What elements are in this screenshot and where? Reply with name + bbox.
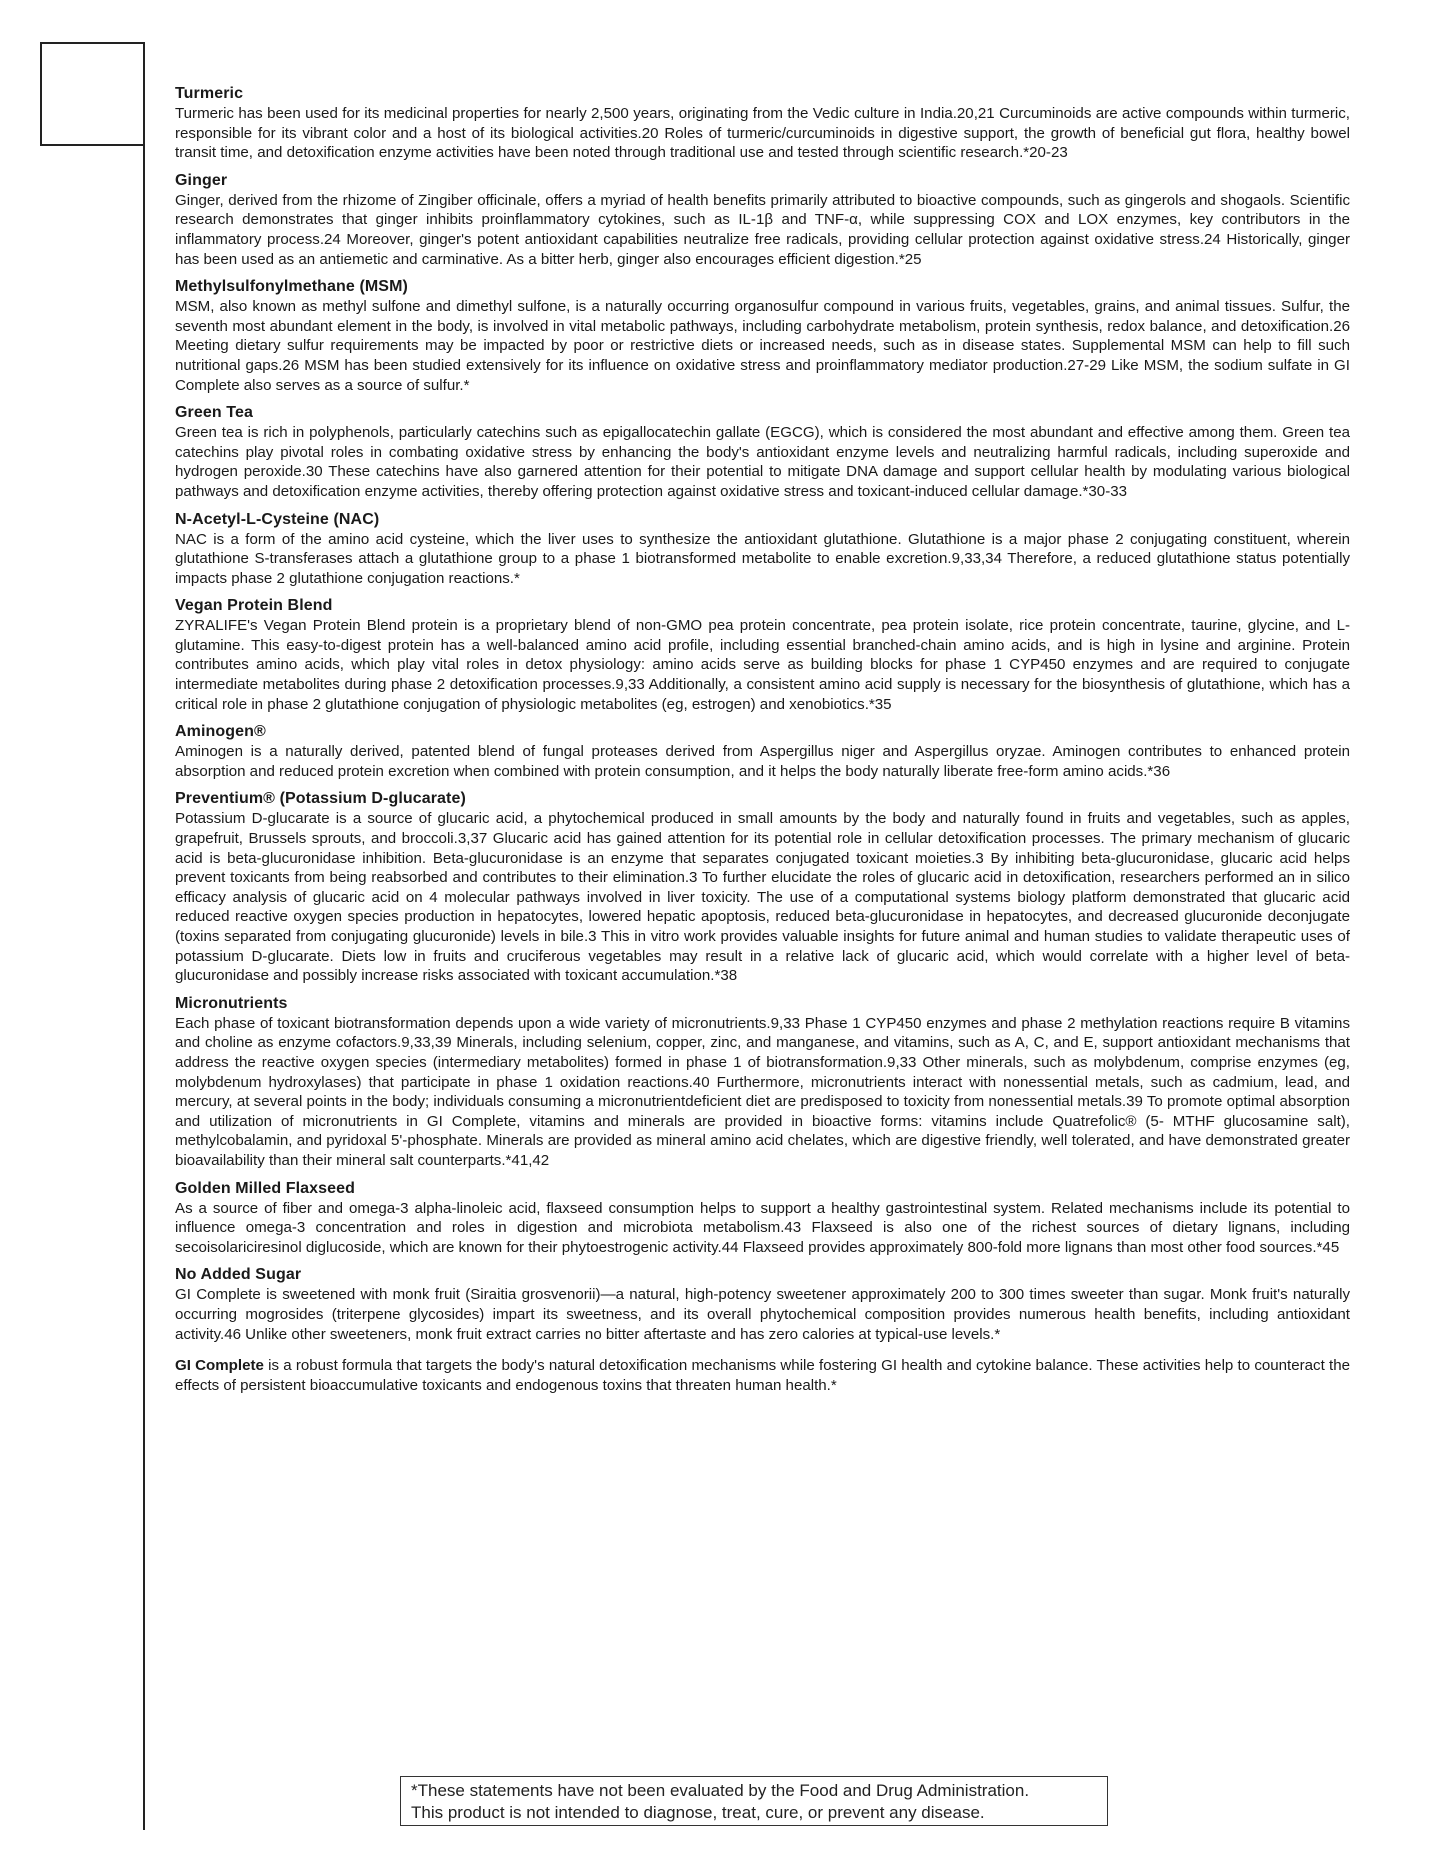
disclaimer-line-2: This product is not intended to diagnose, treat, cure, or prevent any disease. (411, 1803, 985, 1822)
section-heading: Micronutrients (175, 994, 288, 1012)
section-turmeric (175, 84, 1350, 163)
section-preventium (175, 789, 1350, 985)
section-text: As a source of fiber and omega-3 alpha-linoleic acid, flaxseed consumption helps to support a healthy gastrointestinal system. Related mechanisms include its potential to influence omega-3 concentration and roles in digestion and microbiota metabolism.43 Flaxseed is also one of the richest sources of dietary lignans, including secoisolariciresinol diglucoside, which are known for their phytoestrogenic activity.44 Flaxseed provides approximately 800-fold more lignans than most other food sources.*45 (175, 1199, 1350, 1256)
section-heading: Vegan Protein Blend (175, 597, 333, 615)
section-text: Each phase of toxicant biotransformation depends upon a wide variety of micronutrients.9,33 Phase 1 CYP450 enzymes and phase 2 methylation reactions require B vitamins and choline as enzyme cofactors.9,33,39 Minerals, including selenium, copper, zinc, and manganese, and vitamins, such as A, C, and E, support antioxidant mechanisms that address the reactive oxygen species (intermediary metabolites) formed in phase 1 of biotransformation.9,33 Other minerals, such as molybdenum, comprise enzymes (eg, molybdenum hydroxylases) that participate in phase 1 oxidation reactions.40 Furthermore, micronutrients interact with nonessential metals, such as cadmium, lead, and mercury, at several points in the body; individuals consuming a micronutrientdeficient diet are predisposed to toxicity from nonessential metals.39 To promote optimal absorption and utilization of micronutrients in GI Complete, vitamins and minerals are provided in bioactive forms: vitamins include Quatrefolic® (5- MTHF glucosamine salt), methylcobalamin, and pyridoxal 5'-phosphate. Minerals are provided as mineral amino acid chelates, which are digestive friendly, well tolerated, and have demonstrated greater bioavailability than their mineral salt counterparts.*41,42 (175, 1014, 1350, 1169)
closing-text: is a robust formula that targets the body's natural detoxification mechanisms while fostering GI health and cytokine balance. These activities help to counteract the effects of persistent bioaccumulative toxicants and endogenous toxins that threaten human health.* (175, 1357, 1350, 1394)
disclaimer-line-1: *These statements have not been evaluated by the Food and Drug Administration. (411, 1781, 1030, 1800)
section-heading: Aminogen® (175, 723, 266, 741)
corner-tab-frame (40, 42, 145, 146)
section-flaxseed (175, 1179, 1350, 1258)
section-msm (175, 277, 1350, 395)
section-no-added-sugar (175, 1265, 1350, 1344)
section-text: ZYRALIFE's Vegan Protein Blend protein is a proprietary blend of non-GMO pea protein concentrate, pea protein isolate, rice protein concentrate, taurine, glycine, and L-glutamine. This easy-to-digest protein has a well-balanced amino acid profile, including essential branched-chain amino acids, and is high in lysine and arginine. Protein contributes amino acids, which play vital roles in detox physiology: amino acids serve as building blocks for phase 1 CYP450 enzymes and are required to conjugate intermediate metabolites during phase 2 detoxification processes.9,33 Additionally, a consistent amino acid supply is necessary for the biosynthesis of glutathione, which has a critical role in phase 2 glutathione conjugation of physiologic metabolites (eg, estrogen) and xenobiotics.*35 (175, 617, 1350, 713)
section-aminogen (175, 722, 1350, 781)
section-text: Potassium D-glucarate is a source of glucaric acid, a phytochemical produced in small amounts by the body and naturally found in fruits and vegetables, such as apples, grapefruit, Brussels sprouts, and broccoli.3,37 Glucaric acid has gained attention for its potential role in cellular detoxification processes. The primary mechanism of glucaric acid is beta-glucuronidase inhibition. Beta-glucuronidase is an enzyme that separates conjugated toxicant moieties.3 By inhibiting beta-glucuronidase, glucaric acid helps prevent toxicants from being reabsorbed and contributes to their elimination.3 To further elucidate the roles of glucaric acid in detoxification, researchers performed an in silico efficacy analysis of glucaric acid on 4 molecular pathways involved in liver toxicity. The use of a computational systems biology platform demonstrated that glucaric acid reduced reactive oxygen species production in hepatocytes, lowered hepatic apoptosis, reduced beta-glucuronidase in hepatocytes, and decreased glucuronide deconjugate (toxins separated from conjugating glucuronide) levels in bile.3 This in vitro work provides valuable insights for future animal and human studies to validate therapeutic uses of potassium D-glucarate. Diets low in fruits and cruciferous vegetables may result in a relative lack of glucaric acid, which would correlate with a higher level of beta-glucuronidase and possibly increase risks associated with toxicant accumulation.*38 (175, 810, 1350, 985)
section-heading: Preventium® (Potassium D-glucarate) (175, 790, 466, 808)
section-micronutrients (175, 994, 1350, 1171)
section-text: Ginger, derived from the rhizome of Zingiber officinale, offers a myriad of health benefits primarily attributed to bioactive compounds, such as gingerols and shogaols. Scientific research demonstrates that ginger inhibits proinflammatory cytokines, such as IL-1β and TNF-α, while suppressing COX and LOX enzymes, key contributors in the inflammatory process.24 Moreover, ginger's potent antioxidant capabilities neutralize free radicals, providing cellular protection against oxidative stress.24 Historically, ginger has been used as an antiemetic and carminative. As a bitter herb, ginger also encourages efficient digestion.*25 (175, 191, 1350, 268)
section-text: MSM, also known as methyl sulfone and dimethyl sulfone, is a naturally occurring organosulfur compound in various fruits, vegetables, grains, and animal tissues. Sulfur, the seventh most abundant element in the body, is involved in vital metabolic pathways, including carbohydrate metabolism, protein synthesis, redox balance, and detoxification.26 Meeting dietary sulfur requirements may be impacted by poor or restrictive diets or increased needs, such as in disease states. Supplemental MSM can help to fill such nutritional gaps.26 MSM has been studied extensively for its influence on oxidative stress and proinflammatory mediator production.27-29 Like MSM, the sodium sulfate in GI Complete also serves as a source of sulfur.* (175, 298, 1350, 394)
section-ginger (175, 171, 1350, 269)
section-heading: Methylsulfonylmethane (MSM) (175, 278, 408, 296)
section-heading: Golden Milled Flaxseed (175, 1179, 356, 1197)
section-green-tea (175, 403, 1350, 501)
left-margin-rule (143, 42, 145, 1830)
section-heading: No Added Sugar (175, 1266, 302, 1284)
closing-statement (175, 1356, 1350, 1395)
section-text: Aminogen is a naturally derived, patented blend of fungal proteases derived from Aspergillus niger and Aspergillus oryzae. Aminogen contributes to enhanced protein absorption and reduced protein excretion when combined with protein consumption, and it helps the body naturally liberate free-form amino acids.*36 (175, 743, 1350, 780)
closing-product-name: GI Complete (175, 1357, 264, 1375)
fda-disclaimer-box (400, 1776, 1108, 1826)
document-body (175, 84, 1350, 1410)
section-text: GI Complete is sweetened with monk fruit (Siraitia grosvenorii)—a natural, high-potency sweetener approximately 200 to 300 times sweeter than sugar. Monk fruit's naturally occurring mogrosides (triterpene glycosides) impart its sweetness, and its overall phytochemical composition provides numerous health benefits, including antioxidant activity.46 Unlike other sweeteners, monk fruit extract carries no bitter aftertaste and has zero calories at typical-use levels.* (175, 1286, 1350, 1343)
section-vegan-protein (175, 596, 1350, 714)
section-text: Green tea is rich in polyphenols, particularly catechins such as epigallocatechin gallate (EGCG), which is considered the most abundant and effective among them. Green tea catechins play pivotal roles in combating oxidative stress by enhancing the body's antioxidant enzyme levels and neutralizing harmful radicals, including superoxide and hydrogen peroxide.30 These catechins have also garnered attention for their potential to mitigate DNA damage and support cellular health by modulating various biological pathways and detoxification enzyme activities, thereby offering protection against oxidative stress and toxicant-induced cellular damage.*30-33 (175, 424, 1350, 500)
section-nac (175, 510, 1350, 589)
section-heading: Turmeric (175, 85, 244, 102)
section-heading: Green Tea (175, 404, 253, 422)
section-heading: N-Acetyl-L-Cysteine (NAC) (175, 510, 380, 528)
section-text: Turmeric has been used for its medicinal properties for nearly 2,500 years, originating from the Vedic culture in India.20,21 Curcuminoids are active compounds within turmeric, responsible for its vibrant color and a host of its biological activities.20 Roles of turmeric/curcuminoids in digestive support, the growth of beneficial gut flora, healthy bowel transit time, and detoxification enzyme activities have been noted through traditional use and tested through scientific research.*20-23 (175, 105, 1350, 162)
section-heading: Ginger (175, 171, 228, 189)
section-text: NAC is a form of the amino acid cysteine, which the liver uses to synthesize the antioxidant glutathione. Glutathione is a major phase 2 conjugating constituent, wherein glutathione S-transferases attach a glutathione group to a phase 1 biotransformed metabolite to enable excretion.9,33,34 Therefore, a reduced glutathione status potentially impacts phase 2 glutathione conjugation reactions.* (175, 530, 1350, 587)
